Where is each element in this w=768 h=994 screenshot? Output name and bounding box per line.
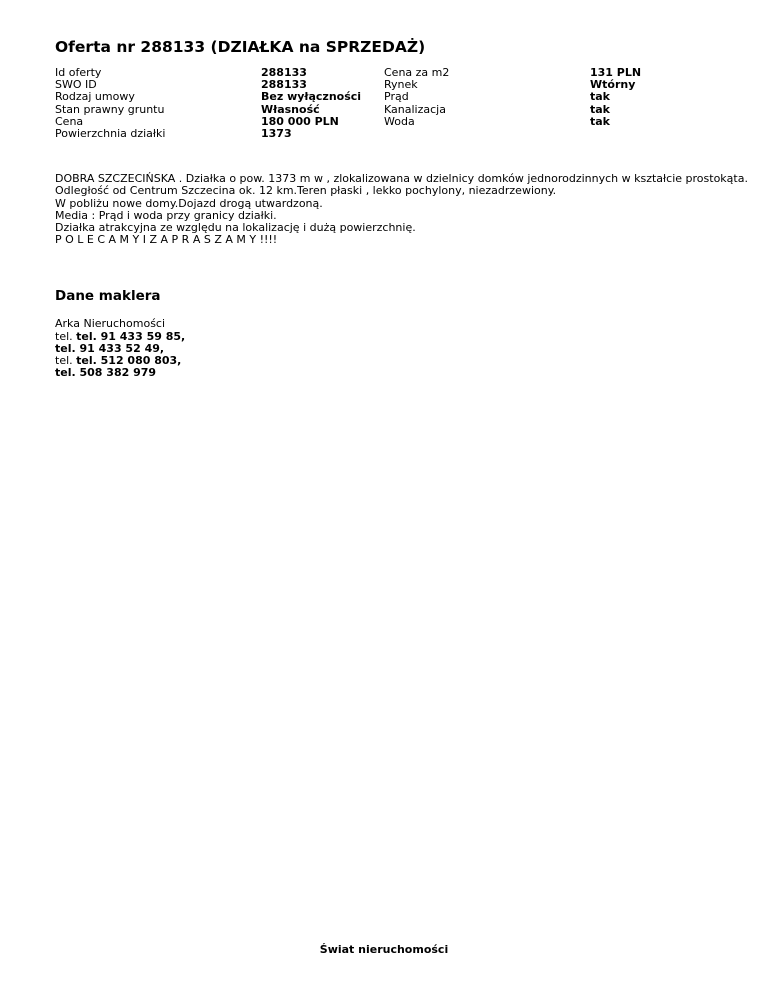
value-cena: 180 000 PLN xyxy=(261,114,339,128)
offer-page xyxy=(55,37,748,380)
page-footer: Świat nieruchomości xyxy=(319,943,449,956)
value-stan-prawny: Własność xyxy=(261,102,320,116)
details-left-labels xyxy=(55,67,261,140)
value-cena-m2: 131 PLN xyxy=(590,66,642,79)
agent-company: Arka Nieruchomości xyxy=(55,317,166,331)
agent-heading: Dane maklera xyxy=(55,288,161,305)
label-cena-m2: Cena za m2 xyxy=(384,66,450,79)
phone-number[interactable]: tel. 508 382 979 xyxy=(55,366,157,380)
details-left-values xyxy=(261,67,384,140)
agent-phones-4 xyxy=(55,367,735,379)
description-line: W pobliżu nowe domy.Dojazd drogą utwardzoną. xyxy=(55,196,323,210)
agent-details xyxy=(55,318,735,379)
description-line: Media : Prąd i woda przy granicy działki. xyxy=(55,208,277,222)
value-swo-id: 288133 xyxy=(261,78,307,92)
phone-number[interactable]: tel. 91 433 52 49, xyxy=(55,341,165,355)
description-line: DOBRA SZCZECIŃSKA . Działka o pow. 1373 m w , zlokalizowana w dzielnicy domków jednorodzinnych w kształcie prostokąta. xyxy=(55,172,748,186)
value-rynek: Wtórny xyxy=(590,78,636,92)
offer-details xyxy=(55,67,735,140)
page-title: Oferta nr 288133 (DZIAŁKA na SPRZEDAŻ) xyxy=(55,38,426,56)
value-prad: tak xyxy=(590,90,610,104)
value-powierzchnia: 1373 xyxy=(261,127,292,141)
description-line: P O L E C A M Y I Z A P R A S Z A M Y !!!! xyxy=(55,233,278,247)
description-line: Działka atrakcyjna ze względu na lokalizację i dużą powierzchnię. xyxy=(55,221,416,235)
phone-prefix: tel. xyxy=(55,354,77,368)
phone-number[interactable]: tel. 91 433 59 85, xyxy=(76,329,186,343)
label-powierzchnia: Powierzchnia działki xyxy=(55,127,166,141)
value-rodzaj-umowy: Bez wyłączności xyxy=(261,90,362,104)
phone-prefix: tel. xyxy=(55,329,77,343)
phone-number[interactable]: tel. 512 080 803, xyxy=(76,354,182,368)
details-right-labels xyxy=(384,67,590,140)
label-swo-id: SWO ID xyxy=(55,78,97,92)
label-woda: Woda xyxy=(384,114,415,128)
agent-phones-3 xyxy=(55,355,735,367)
description-line: Odległość od Centrum Szczecina ok. 12 km.Teren płaski , lekko pochylony, niezadrzewiony. xyxy=(55,184,557,198)
value-id-oferty: 288133 xyxy=(261,66,307,79)
label-rynek: Rynek xyxy=(384,78,418,92)
details-right-values xyxy=(590,67,641,140)
value-woda: tak xyxy=(590,114,610,128)
label-stan-prawny: Stan prawny gruntu xyxy=(55,102,165,116)
label-id-oferty: Id oferty xyxy=(55,66,102,79)
value-kanalizacja: tak xyxy=(590,102,610,116)
label-cena: Cena xyxy=(55,114,84,128)
label-kanalizacja: Kanalizacja xyxy=(384,102,446,116)
label-rodzaj-umowy: Rodzaj umowy xyxy=(55,90,135,104)
label-prad: Prąd xyxy=(384,90,409,104)
offer-description xyxy=(55,172,748,247)
